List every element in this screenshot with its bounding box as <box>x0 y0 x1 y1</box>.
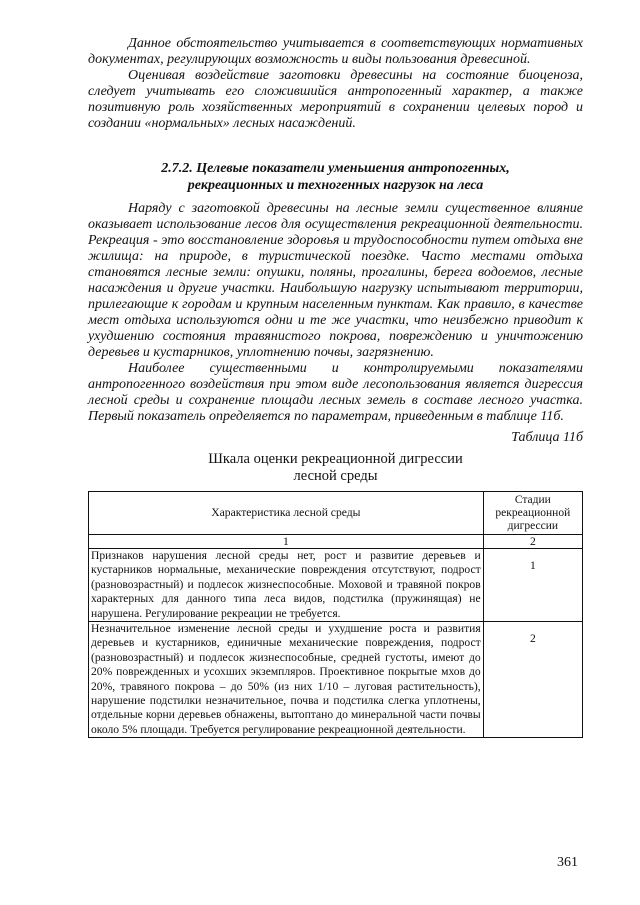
body-paragraph-2: Наиболее существенными и контролируемыми показателями антропогенного воздействия при этом виде лесопользования является дигрессия лесной среды и сохранение площади лесных земель в составе лесного участка. Первый показатель определяется по параметрам, приведенным в таблице 11б. <box>88 361 583 424</box>
table-row <box>89 549 583 622</box>
table-header-row <box>89 492 583 535</box>
intro-paragraph-2: Оценивая воздействие заготовки древесины на состояние биоценоза, следует учитывать его сложившийся антропогенный характер, а также позитивную роль хозяйственных мероприятий в сохранении целевых пород и создании «нормальных» лесных насаждений. <box>88 68 583 131</box>
table-title-line-1: Шкала оценки рекреационной дигрессии <box>208 451 463 467</box>
table-row <box>89 622 583 738</box>
table-column-number-row <box>89 535 583 549</box>
column-number-2: 2 <box>483 535 582 549</box>
section-heading <box>88 160 583 194</box>
header-forest-characteristics: Характеристика лесной среды <box>89 492 484 535</box>
table-title-line-2: лесной среды <box>293 468 378 484</box>
row-2-stage: 2 <box>483 622 582 738</box>
section-heading-line-1: 2.7.2. Целевые показатели уменьшения антропогенных, <box>161 161 510 176</box>
document-page <box>88 36 583 738</box>
row-1-description: Признаков нарушения лесной среды нет, рост и развитие деревьев и кустарников нормальные, механические повреждения отсутствуют, подрост (разновозрастный) и подлесок жизнеспособные. Моховой и травяной покров характерных для данного типа леса видов, подстилка (пружинящая) не нарушена. Регулирование рекреации не требуется. <box>89 549 484 622</box>
page-number: 361 <box>557 855 578 870</box>
row-2-description: Незначительное изменение лесной среды и ухудшение роста и развития деревьев и кустарников, единичные механические повреждения, подрост (разновозрастный) и подлесок жизнеспособные, средней густоты, имеют до 20% поврежденных и усохших экземпляров. Проективное покрытые мхов до 20%, травяного покрова – до 50% (из них 1/10 – луговая растительность), нарушение подстилки незначительное, почва и подстилка слегка уплотнены, отдельные корни деревьев обнажены, вытоптано до минеральной части почвы около 5% площади. Требуется регулирование рекреационной деятельности. <box>89 622 484 738</box>
table-title <box>88 451 583 485</box>
section-heading-line-2: рекреационных и техногенных нагрузок на леса <box>187 178 484 193</box>
header-dygression-stages: Стадии рекреационной дигрессии <box>483 492 582 535</box>
intro-paragraph-1: Данное обстоятельство учитывается в соответствующих нормативных документах, регулирующих возможность и виды пользования древесиной. <box>88 36 583 67</box>
column-number-1: 1 <box>89 535 484 549</box>
body-paragraph-1: Наряду с заготовкой древесины на лесные земли существенное влияние оказывает использование лесов для осуществления рекреационной деятельности. Рекреация - это восстановление здоровья и трудоспособности путем отдыха вне жилища: на природе, в туристической поездке. Часто местами отдыха становятся лесные земли: опушки, поляны, прогалины, берега водоемов, лесные насаждения и другие участки. Наибольшую нагрузку испытывают территории, прилегающие к городам и крупным населенным пунктам. Как правило, в качестве мест отдыха используются одни и те же участки, что неизбежно приводит к ухудшению состояния травянистого покрова, повреждению и уничтожению деревьев и кустарников, уплотнению почвы, загрязнению. <box>88 201 583 360</box>
table-number-label: Таблица 11б <box>511 430 583 445</box>
dygression-table <box>88 491 583 738</box>
row-1-stage: 1 <box>483 549 582 622</box>
